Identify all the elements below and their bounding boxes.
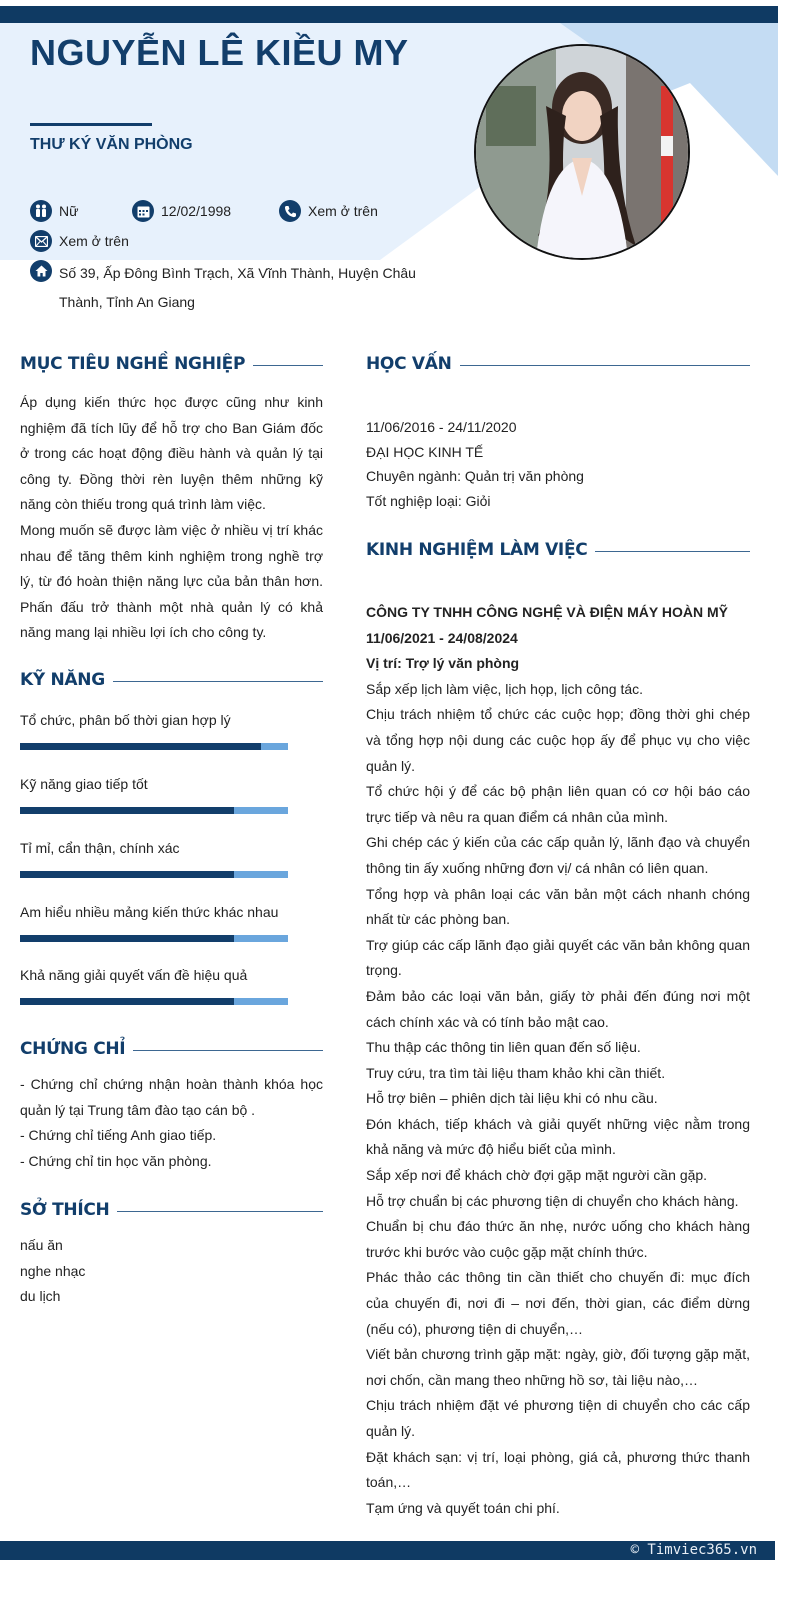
- education-period: 11/06/2016 - 24/11/2020: [366, 419, 517, 435]
- objective-paragraph: Áp dụng kiến thức học được cũng như kinh nghiệm đã tích lũy để hỗ trợ cho Ban Giám đốc ở trong các hoạt động điều hành và quản lý tại công ty. Đồng thời rèn luyện thêm những kỹ năng còn thiếu trong quá trình làm việc.: [20, 394, 323, 513]
- duty-item: Tổng hợp và phân loại các văn bản một cách nhanh chóng nhất từ các phòng ban.: [366, 885, 750, 928]
- certificate-item: - Chứng chỉ tiếng Anh giao tiếp.: [20, 1127, 217, 1144]
- duty-item: Chịu trách nhiệm tổ chức các cuộc họp; đồng thời ghi chép và tổng hợp nội dung các cuộc họp ấy để phục vụ cho việc quản lý.: [366, 706, 750, 774]
- skill-fill: [20, 871, 234, 878]
- experience-heading: [366, 540, 750, 560]
- education-title: HỌC VẤN: [366, 354, 452, 374]
- experience-title: KINH NGHIỆM LÀM VIỆC: [366, 540, 588, 560]
- education-grade: Tốt nghiệp loại: Giỏi: [366, 492, 491, 509]
- profile-photo: [474, 44, 690, 260]
- skill-fill: [20, 998, 234, 1005]
- skill-label: Tỉ mỉ, cẩn thận, chính xác: [20, 840, 180, 856]
- duty-item: Sắp xếp lịch làm việc, lịch họp, lịch công tác.: [366, 680, 644, 697]
- gender-info: [30, 200, 78, 222]
- top-bar: [0, 6, 778, 23]
- hobbies-list: [20, 1233, 323, 1310]
- duty-item: Hỗ trợ chuẩn bị các phương tiện di chuyển cho khách hàng.: [366, 1192, 739, 1209]
- education-school: ĐẠI HỌC KINH TẾ: [366, 443, 484, 460]
- skill-fill: [20, 935, 234, 942]
- experience-company: CÔNG TY TNHH CÔNG NGHỆ VÀ ĐIỆN MÁY HOÀN MỸ: [366, 604, 728, 620]
- certificates-heading: [20, 1039, 323, 1059]
- phone-info: [279, 200, 378, 222]
- skill-label: Khả năng giải quyết vấn đề hiệu quả: [20, 967, 248, 983]
- objective-title: MỤC TIÊU NGHỀ NGHIỆP: [20, 354, 246, 374]
- duty-item: Phác thảo các thông tin cần thiết cho chuyến đi: mục đích của chuyến đi, nơi đi – nơi đến, thời gian, các điểm dừng (nếu có), phương tiện di chuyển,…: [366, 1269, 750, 1337]
- experience-period: 11/06/2021 - 24/08/2024: [366, 629, 518, 646]
- skills-title: KỸ NĂNG: [20, 670, 105, 690]
- duty-item: Đón khách, tiếp khách và giải quyết những việc nằm trong khả năng và mức độ hiểu biết của mình.: [366, 1115, 750, 1158]
- duty-item: Tổ chức hội ý để các bộ phận liên quan có cơ hội báo cáo trực tiếp và nêu ra quan điểm cá nhân của mình.: [366, 783, 750, 825]
- hobbies-heading: [20, 1200, 323, 1220]
- education-divider: [460, 365, 750, 367]
- duty-item: Chuẩn bị chu đáo thức ăn nhẹ, nước uống cho khách hàng trước khi bước vào cuộc gặp mặt chính thức.: [366, 1218, 750, 1260]
- certificates-divider: [133, 1050, 323, 1052]
- duty-item: Viết bản chương trình gặp mặt: ngày, giờ, đối tượng gặp mặt, nơi chốn, cần mang theo những hồ sơ, tài liệu nào,…: [366, 1346, 750, 1388]
- duty-item: Ghi chép các ý kiến của các cấp quản lý, lãnh đạo và chuyển thông tin ấy xuống những đơn vị/ cá nhân có liên quan.: [366, 834, 750, 876]
- footer-bar: [0, 1541, 775, 1560]
- gender-icon: [30, 200, 52, 222]
- skill-bar: [20, 871, 288, 878]
- email-info: [30, 230, 129, 252]
- gender-value: Nữ: [59, 203, 79, 219]
- address-info: [30, 259, 430, 317]
- home-icon: [30, 260, 52, 282]
- phone-value: Xem ở trên: [308, 203, 378, 219]
- duty-item: Truy cứu, tra tìm tài liệu tham khảo khi cần thiết.: [366, 1064, 666, 1081]
- skill-label: Am hiểu nhiều mảng kiến thức khác nhau: [20, 904, 279, 920]
- phone-icon: [279, 200, 301, 222]
- duty-item: Trợ giúp các cấp lãnh đạo giải quyết các văn bản không quan trọng.: [366, 936, 750, 979]
- job-title: THƯ KÝ VĂN PHÒNG: [30, 136, 193, 153]
- certificates-title: CHỨNG CHỈ: [20, 1039, 126, 1059]
- education-entry: [366, 415, 750, 513]
- email-value: Xem ở trên: [59, 233, 129, 249]
- duty-item: Đảm bảo các loại văn bản, giấy tờ phải đến đúng nơi một cách chính xác và có tính bảo mật cao.: [366, 987, 750, 1030]
- certificates-list: [20, 1072, 323, 1174]
- objective-paragraph: Mong muốn sẽ được làm việc ở nhiều vị trí khác nhau để tăng thêm kinh nghiệm trong nghề trợ lý, từ đó hoàn thiện năng lực của bản thân hơn. Phấn đấu trở thành một nhà quản lý có khả năng mang lại nhiều lợi ích cho công ty.: [20, 521, 323, 641]
- hobby-item: du lịch: [20, 1288, 61, 1305]
- skill-bar: [20, 998, 288, 1005]
- hobby-item: nghe nhạc: [20, 1262, 86, 1279]
- skill-label: Tổ chức, phân bố thời gian hợp lý: [20, 712, 231, 728]
- experience-divider: [595, 551, 750, 553]
- duty-item: Thu thập các thông tin liên quan đến số liệu.: [366, 1039, 641, 1056]
- experience-entry: [366, 600, 750, 1521]
- objective-heading: [20, 354, 323, 374]
- hobbies-title: SỞ THÍCH: [20, 1200, 110, 1220]
- duty-item: Hỗ trợ biên – phiên dịch tài liệu khi có nhu cầu.: [366, 1090, 658, 1107]
- skill-bar: [20, 807, 288, 814]
- skills-heading: [20, 670, 323, 690]
- name-underline: [30, 123, 152, 126]
- birthday-info: [132, 200, 231, 222]
- education-heading: [366, 354, 750, 374]
- hobby-item: nấu ăn: [20, 1237, 63, 1253]
- skill-label: Kỹ năng giao tiếp tốt: [20, 776, 148, 792]
- footer-watermark: © Timviec365.vn: [630, 1542, 757, 1558]
- skill-bar: [20, 743, 288, 750]
- calendar-icon: [132, 200, 154, 222]
- skill-bar: [20, 935, 288, 942]
- duty-item: Tạm ứng và quyết toán chi phí.: [366, 1499, 560, 1516]
- objective-text: [20, 390, 323, 646]
- skills-divider: [113, 681, 323, 683]
- certificate-item: - Chứng chỉ tin học văn phòng.: [20, 1152, 212, 1169]
- duty-item: Đặt khách sạn: vị trí, loại phòng, giá cả, phương thức thanh toán,…: [366, 1448, 750, 1491]
- skill-fill: [20, 807, 234, 814]
- birthday-value: 12/02/1998: [161, 203, 232, 219]
- experience-duties: [366, 677, 750, 1522]
- certificate-item: - Chứng chỉ chứng nhận hoàn thành khóa học quản lý tại Trung tâm đào tạo cán bộ .: [20, 1076, 323, 1118]
- hobbies-divider: [117, 1211, 323, 1213]
- duty-item: Sắp xếp nơi để khách chờ đợi gặp mặt người cần gặp.: [366, 1167, 708, 1184]
- education-major: Chuyên ngành: Quản trị văn phòng: [366, 468, 584, 484]
- skill-fill: [20, 743, 261, 750]
- address-value: Số 39, Ấp Đông Bình Trạch, Xã Vĩnh Thành, Huyện Châu Thành, Tỉnh An Giang: [59, 265, 416, 310]
- duty-item: Chịu trách nhiệm đặt vé phương tiện di chuyển cho các cấp quản lý.: [366, 1397, 750, 1439]
- objective-divider: [253, 365, 323, 367]
- experience-position: Vị trí: Trợ lý văn phòng: [366, 655, 520, 672]
- envelope-icon: [30, 230, 52, 252]
- candidate-name: NGUYỄN LÊ KIỀU MY: [30, 32, 409, 73]
